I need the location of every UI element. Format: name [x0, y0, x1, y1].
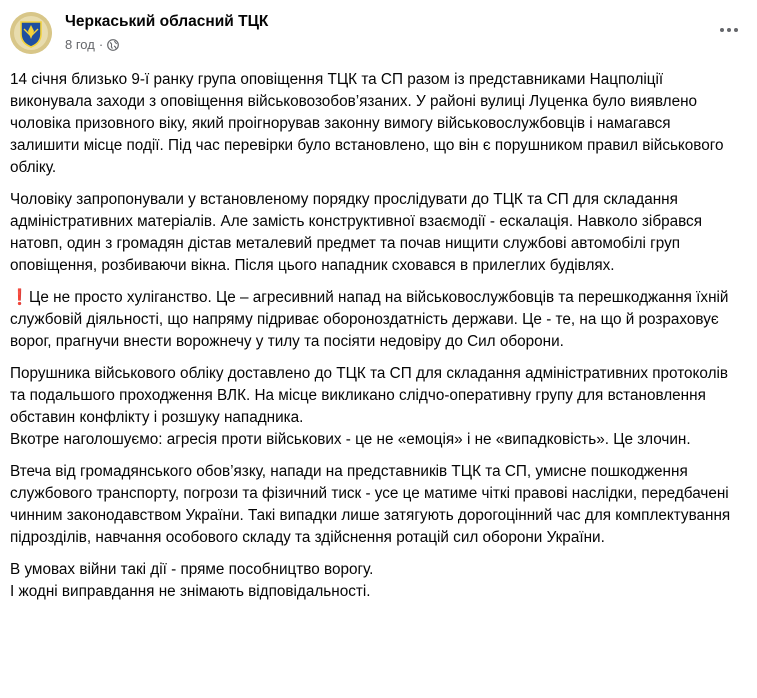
post-paragraph: 14 січня близько 9-ї ранку група оповіщення ТЦК та СП разом із представниками Нацполіції виконувала заходи з оповіщення військовозобов’язаних. У районі вулиці Луценка було виявлено чоловіка призовного віку, який проігнорував законну вимогу військовослужбовців і намагався залишити місце події. Під час перевірки було встановлено, що він є порушником правил військового обліку.	[10, 71, 724, 176]
post-paragraph-warning	[10, 287, 740, 353]
post-body	[10, 69, 740, 613]
post-paragraph: І жодні виправдання не знімають відповідальності.	[10, 583, 371, 600]
post-paragraph-text: Це не просто хуліганство. Це – агресивний напад на військовослужбовців та перешкоджання їхній службовій діяльності, що напряму підриває обороноздатність держави. Це - те, на що й розраховує ворог, прагнучи внести ворожнечу у тилу та посіяти недовіру до Сил оборони.	[10, 289, 729, 350]
post-paragraph: Вкотре наголошуємо: агресія проти військових - це не «емоція» і не «випадковість». Це злочин.	[10, 431, 691, 448]
post-paragraph: В умовах війни такі дії - пряме пособництво ворогу.	[10, 561, 374, 578]
post-paragraph: Чоловіку запропонували у встановленому порядку прослідувати до ТЦК та СП для складання адміністративних матеріалів. Але замість конструктивної взаємодії - ескалація. Навколо зібрався натовп, один з громадян дістав металевий предмет та почав нищити службові автомобілі груп оповіщення, розбиваючи вікна. Після цього нападник сховався в прилеглих будівлях.	[10, 191, 702, 274]
emblem-shield-icon	[10, 12, 52, 54]
post-header	[10, 10, 747, 56]
post-paragraph: Втеча від громадянського обов’язку, напади на представників ТЦК та СП, умисне пошкодження службового транспорту, погрози та фізичний тиск - усе це матиме чіткі правові наслідки, передбачені чинним законодавством України. Такі випадки лише затягують дорогоцінний час для комплектування підрозділів, навчання особового складу та здійснення ротацій сил оборони України.	[10, 463, 731, 546]
post-meta	[65, 37, 119, 52]
post-time-link[interactable]: 8 год	[65, 37, 95, 52]
page-name-link[interactable]: Черкаський обласний ТЦК	[65, 13, 269, 30]
red-exclamation-icon: ❗	[10, 289, 30, 306]
globe-icon[interactable]	[107, 39, 119, 51]
meta-separator: ·	[98, 37, 104, 52]
post-paragraph: Порушника військового обліку доставлено до ТЦК та СП для складання адміністративних протоколів та подальшого проходження ВЛК. На місце викликано слідчо-оперативну групу для встановлення обставин конфлікту і розшуку нападника.	[10, 365, 729, 426]
page-avatar[interactable]	[10, 12, 52, 54]
more-horizontal-icon[interactable]	[717, 20, 741, 40]
